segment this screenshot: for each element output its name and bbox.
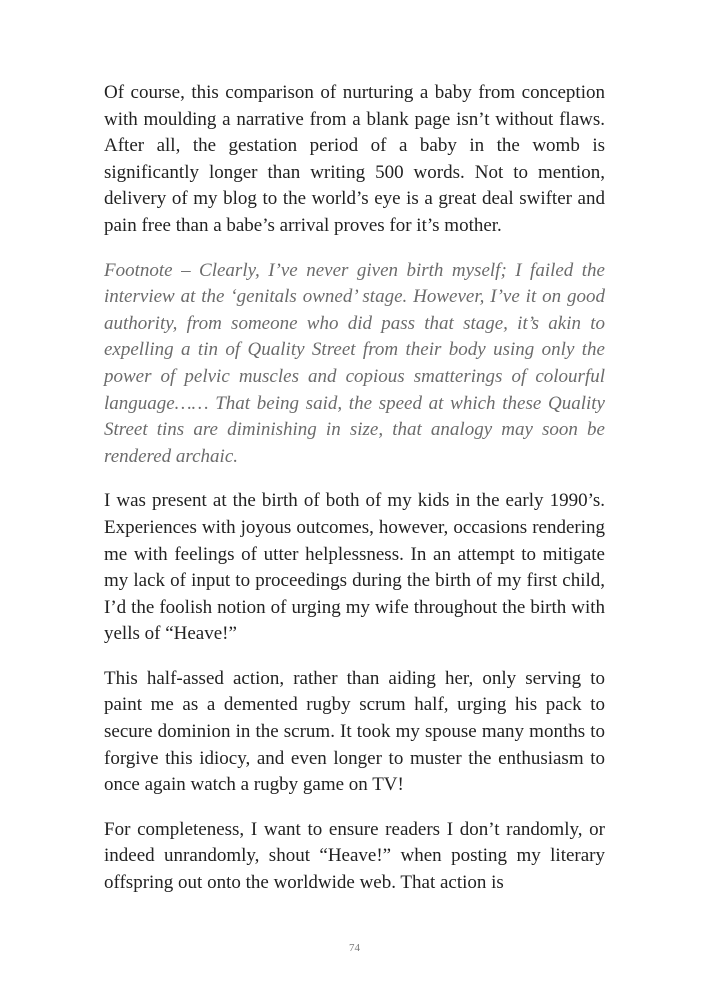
text-column <box>104 80 605 915</box>
paragraph-comparison: Of course, this comparison of nurturing a baby from conception with moulding a narrative from a blank page isn’t without flaws. After all, the gestation period of a baby in the womb is significantly longer than writing 500 words. Not to mention, delivery of my blog to the world’s eye is a great deal swifter and pain free than a babe’s arrival proves for it’s mother. <box>104 82 605 236</box>
footnote-paragraph: Footnote – Clearly, I’ve never given birth myself; I failed the interview at the ‘genitals owned’ stage. However, I’ve it on good authority, from someone who did pass that stage, it’s akin to expelling a tin of Quality Street from their body using only the power of pelvic muscles and copious smatterings of colourful language…… That being said, the speed at which these Quality Street tins are diminishing in size, that analogy may soon be rendered archaic. <box>104 259 605 467</box>
paragraph-rugby-scrum: This half-assed action, rather than aiding her, only serving to paint me as a demented rugby scrum half, urging his pack to secure dominion in the scrum. It took my spouse many months to forgive this idiocy, and even longer to muster the enthusiasm to once again watch a rugby game on TV! <box>104 667 605 796</box>
page-number: 74 <box>349 942 360 954</box>
paragraph-birth-of-kids: I was present at the birth of both of my kids in the early 1990’s. Experiences with joyous outcomes, however, occasions rendering me with feelings of utter helplessness. In an attempt to mitigate my lack of input to proceedings during the birth of my first child, I’d the foolish notion of urging my wife throughout the birth with yells of “Heave!” <box>104 490 605 645</box>
paragraph-completeness: For completeness, I want to ensure readers I don’t randomly, or indeed unrandomly, shout “Heave!” when posting my literary offspring out onto the worldwide web. That action is <box>104 818 605 894</box>
